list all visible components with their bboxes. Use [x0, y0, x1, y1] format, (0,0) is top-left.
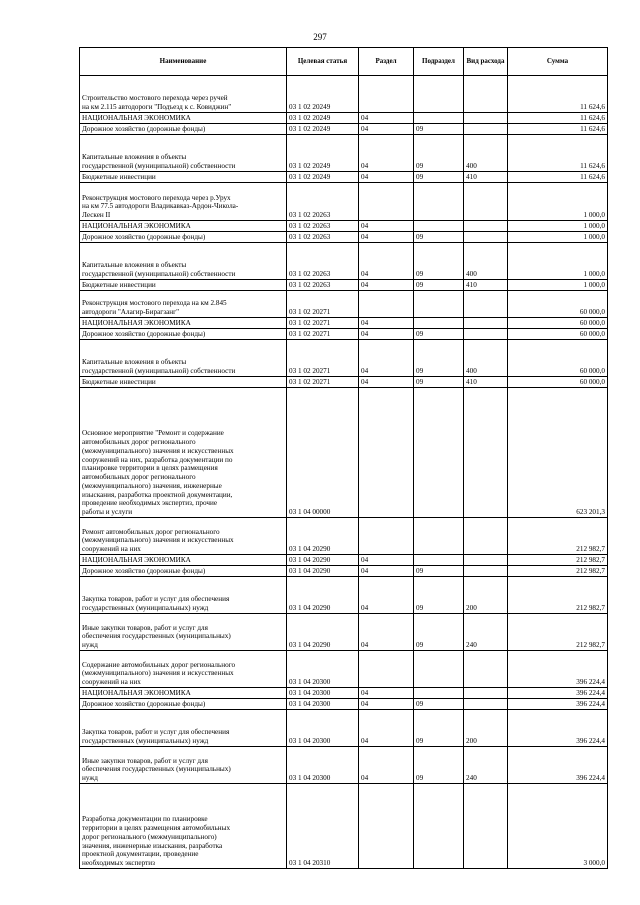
row-amount: 623 201,3: [508, 388, 608, 518]
row-section: 04: [359, 747, 414, 784]
row-subsection: 09: [414, 699, 464, 710]
table-row: [80, 566, 608, 577]
row-amount: 60 000,0: [508, 291, 608, 318]
table-row: [80, 172, 608, 183]
table-row: [80, 291, 608, 318]
row-section: 04: [359, 329, 414, 340]
row-subsection: [414, 651, 464, 688]
row-expense-type: [464, 555, 508, 566]
row-expense-type: [464, 784, 508, 869]
row-expense-type: 240: [464, 747, 508, 784]
table-row: [80, 747, 608, 784]
row-subsection: [414, 388, 464, 518]
row-code: 03 1 02 20249: [287, 124, 359, 135]
row-name: Дорожное хозяйство (дорожные фонды): [80, 699, 287, 710]
row-amount: 1 000,0: [508, 183, 608, 221]
row-name: Капитальные вложения в объекты государственной (муниципальной) собственности: [80, 135, 287, 172]
row-subsection: [414, 518, 464, 555]
row-code: 03 1 04 20290: [287, 614, 359, 651]
row-subsection: 09: [414, 566, 464, 577]
row-section: 04: [359, 614, 414, 651]
row-expense-type: [464, 699, 508, 710]
row-name: НАЦИОНАЛЬНАЯ ЭКОНОМИКА: [80, 318, 287, 329]
row-name: Дорожное хозяйство (дорожные фонды): [80, 329, 287, 340]
row-amount: 11 624,6: [508, 76, 608, 113]
row-name: Дорожное хозяйство (дорожные фонды): [80, 124, 287, 135]
row-code: 03 1 02 20249: [287, 135, 359, 172]
row-code: 03 1 02 20271: [287, 377, 359, 388]
row-subsection: 09: [414, 232, 464, 243]
row-amount: 60 000,0: [508, 318, 608, 329]
row-code: 03 1 02 20263: [287, 183, 359, 221]
row-expense-type: [464, 518, 508, 555]
budget-table: [79, 47, 608, 869]
row-code: 03 1 04 20290: [287, 518, 359, 555]
row-amount: 60 000,0: [508, 340, 608, 377]
table-header-row: [80, 48, 608, 76]
table-row: [80, 183, 608, 221]
table-row: [80, 243, 608, 280]
row-code: 03 1 04 20290: [287, 577, 359, 614]
table-row: [80, 135, 608, 172]
row-amount: 11 624,6: [508, 172, 608, 183]
row-subsection: 09: [414, 329, 464, 340]
row-subsection: 09: [414, 577, 464, 614]
header-name: Наименование: [80, 48, 287, 76]
row-name: Дорожное хозяйство (дорожные фонды): [80, 232, 287, 243]
row-section: [359, 76, 414, 113]
row-subsection: [414, 784, 464, 869]
row-subsection: [414, 113, 464, 124]
row-expense-type: 240: [464, 614, 508, 651]
row-subsection: 09: [414, 124, 464, 135]
row-subsection: 09: [414, 614, 464, 651]
row-amount: 60 000,0: [508, 377, 608, 388]
row-expense-type: [464, 76, 508, 113]
row-code: 03 1 04 20310: [287, 784, 359, 869]
row-section: 04: [359, 243, 414, 280]
row-amount: 60 000,0: [508, 329, 608, 340]
row-subsection: [414, 76, 464, 113]
row-amount: 396 224,4: [508, 688, 608, 699]
table-row: [80, 518, 608, 555]
row-subsection: 09: [414, 710, 464, 747]
row-section: 04: [359, 232, 414, 243]
row-code: 03 1 02 20271: [287, 340, 359, 377]
row-section: 04: [359, 566, 414, 577]
row-section: 04: [359, 221, 414, 232]
row-subsection: [414, 221, 464, 232]
row-name: Строительство мостового перехода через ручей на км 2.115 автодороги "Подъезд к с. Ковиджин": [80, 76, 287, 113]
row-name: Иные закупки товаров, работ и услуг для обеспечения государственных (муниципальных) нужд: [80, 614, 287, 651]
row-subsection: [414, 291, 464, 318]
row-code: 03 1 04 00000: [287, 388, 359, 518]
table-row: [80, 388, 608, 518]
row-section: 04: [359, 699, 414, 710]
row-name: Содержание автомобильных дорог регионального (межмуниципального) значения и искусственных сооружений на них: [80, 651, 287, 688]
row-name: Дорожное хозяйство (дорожные фонды): [80, 566, 287, 577]
row-name: Реконструкция мостового перехода на км 2.845 автодороги "Алагир-Бирагзанг": [80, 291, 287, 318]
row-expense-type: 400: [464, 340, 508, 377]
row-name: НАЦИОНАЛЬНАЯ ЭКОНОМИКА: [80, 688, 287, 699]
row-expense-type: 200: [464, 577, 508, 614]
row-section: [359, 518, 414, 555]
row-amount: 212 982,7: [508, 518, 608, 555]
row-amount: 396 224,4: [508, 699, 608, 710]
row-expense-type: 410: [464, 280, 508, 291]
row-amount: 1 000,0: [508, 243, 608, 280]
row-amount: 212 982,7: [508, 555, 608, 566]
header-subsection: Подраздел: [414, 48, 464, 76]
row-expense-type: [464, 113, 508, 124]
row-expense-type: [464, 183, 508, 221]
row-expense-type: [464, 388, 508, 518]
table-row: [80, 555, 608, 566]
row-subsection: 09: [414, 280, 464, 291]
row-expense-type: 200: [464, 710, 508, 747]
header-section: Раздел: [359, 48, 414, 76]
row-section: [359, 651, 414, 688]
row-amount: 212 982,7: [508, 614, 608, 651]
table-row: [80, 688, 608, 699]
row-code: 03 1 04 20300: [287, 699, 359, 710]
row-subsection: 09: [414, 340, 464, 377]
row-section: 04: [359, 688, 414, 699]
row-section: [359, 784, 414, 869]
row-subsection: 09: [414, 135, 464, 172]
row-expense-type: [464, 318, 508, 329]
row-section: 04: [359, 172, 414, 183]
row-section: [359, 291, 414, 318]
page-number: 297: [313, 32, 327, 42]
row-code: 03 1 04 20300: [287, 688, 359, 699]
table-row: [80, 232, 608, 243]
row-name: Капитальные вложения в объекты государственной (муниципальной) собственности: [80, 243, 287, 280]
table-row: [80, 280, 608, 291]
table-row: [80, 76, 608, 113]
table-row: [80, 377, 608, 388]
row-subsection: 09: [414, 377, 464, 388]
row-amount: 396 224,4: [508, 710, 608, 747]
row-expense-type: 410: [464, 172, 508, 183]
table-row: [80, 699, 608, 710]
row-amount: 1 000,0: [508, 221, 608, 232]
row-name: Капитальные вложения в объекты государственной (муниципальной) собственности: [80, 340, 287, 377]
row-subsection: 09: [414, 243, 464, 280]
row-name: Закупка товаров, работ и услуг для обеспечения государственных (муниципальных) нужд: [80, 577, 287, 614]
row-code: 03 1 02 20249: [287, 172, 359, 183]
row-subsection: 09: [414, 172, 464, 183]
row-expense-type: [464, 291, 508, 318]
row-expense-type: [464, 221, 508, 232]
header-expense-type: Вид расхода: [464, 48, 508, 76]
row-code: 03 1 02 20249: [287, 76, 359, 113]
table-row: [80, 318, 608, 329]
table-row: [80, 340, 608, 377]
row-section: 04: [359, 124, 414, 135]
row-section: [359, 388, 414, 518]
row-code: 03 1 04 20290: [287, 555, 359, 566]
row-section: 04: [359, 577, 414, 614]
row-code: 03 1 02 20263: [287, 221, 359, 232]
row-amount: 1 000,0: [508, 232, 608, 243]
table-body: [80, 76, 608, 869]
table-row: [80, 651, 608, 688]
row-amount: 396 224,4: [508, 747, 608, 784]
row-code: 03 1 04 20300: [287, 651, 359, 688]
row-subsection: [414, 555, 464, 566]
row-section: 04: [359, 113, 414, 124]
row-name: Реконструкция мостового перехода через р.Урух на км 77.5 автодороги Владикавказ-Ардон-Чикола- Лескен II: [80, 183, 287, 221]
row-subsection: 09: [414, 747, 464, 784]
row-code: 03 1 02 20271: [287, 291, 359, 318]
row-name: Основное мероприятие "Ремонт и содержание автомобильных дорог регионального (межмуниципального) значения и искусственных сооружений на них, разработка документации по планировке территории в целях размещения автомобильных дорог регионального (межмуниципального) значения, инженерные изыскания, разработка проектной документации, проведение необходимых экспертиз, прочие работы и услуги: [80, 388, 287, 518]
row-amount: 1 000,0: [508, 280, 608, 291]
row-code: 03 1 04 20300: [287, 747, 359, 784]
table-row: [80, 614, 608, 651]
row-section: 04: [359, 318, 414, 329]
row-name: Закупка товаров, работ и услуг для обеспечения государственных (муниципальных) нужд: [80, 710, 287, 747]
row-amount: 11 624,6: [508, 113, 608, 124]
table-row: [80, 124, 608, 135]
row-name: НАЦИОНАЛЬНАЯ ЭКОНОМИКА: [80, 221, 287, 232]
row-code: 03 1 04 20300: [287, 710, 359, 747]
row-section: 04: [359, 710, 414, 747]
row-amount: 3 000,0: [508, 784, 608, 869]
row-section: 04: [359, 340, 414, 377]
row-section: 04: [359, 135, 414, 172]
header-code: Целевая статья: [287, 48, 359, 76]
row-expense-type: [464, 566, 508, 577]
row-name: Бюджетные инвестиции: [80, 280, 287, 291]
row-name: НАЦИОНАЛЬНАЯ ЭКОНОМИКА: [80, 113, 287, 124]
row-subsection: [414, 183, 464, 221]
row-section: 04: [359, 280, 414, 291]
row-subsection: [414, 318, 464, 329]
table-row: [80, 784, 608, 869]
row-expense-type: [464, 232, 508, 243]
table-row: [80, 329, 608, 340]
row-code: 03 1 02 20249: [287, 113, 359, 124]
row-code: 03 1 02 20263: [287, 232, 359, 243]
row-amount: 212 982,7: [508, 566, 608, 577]
table-row: [80, 221, 608, 232]
header-amount: Сумма: [508, 48, 608, 76]
row-amount: 396 224,4: [508, 651, 608, 688]
row-amount: 11 624,6: [508, 124, 608, 135]
row-expense-type: 400: [464, 135, 508, 172]
row-expense-type: [464, 124, 508, 135]
row-name: Ремонт автомобильных дорог регионального (межмуниципального) значения и искусственных сооружений на них: [80, 518, 287, 555]
row-expense-type: [464, 329, 508, 340]
row-name: Бюджетные инвестиции: [80, 377, 287, 388]
row-section: [359, 183, 414, 221]
row-code: 03 1 02 20271: [287, 318, 359, 329]
row-code: 03 1 02 20271: [287, 329, 359, 340]
row-amount: 11 624,6: [508, 135, 608, 172]
row-expense-type: [464, 651, 508, 688]
table-row: [80, 113, 608, 124]
row-name: Бюджетные инвестиции: [80, 172, 287, 183]
row-expense-type: [464, 688, 508, 699]
row-code: 03 1 04 20290: [287, 566, 359, 577]
row-section: 04: [359, 555, 414, 566]
row-code: 03 1 02 20263: [287, 243, 359, 280]
row-expense-type: 400: [464, 243, 508, 280]
row-section: 04: [359, 377, 414, 388]
row-name: Иные закупки товаров, работ и услуг для обеспечения государственных (муниципальных) нужд: [80, 747, 287, 784]
table-row: [80, 710, 608, 747]
row-subsection: [414, 688, 464, 699]
row-name: НАЦИОНАЛЬНАЯ ЭКОНОМИКА: [80, 555, 287, 566]
row-amount: 212 982,7: [508, 577, 608, 614]
row-name: Разработка документации по планировке территории в целях размещения автомобильных дорог регионального (межмуниципального) значения, инженерные изыскания, разработка проектной документации, проведение необходимых экспертиз: [80, 784, 287, 869]
row-code: 03 1 02 20263: [287, 280, 359, 291]
row-expense-type: 410: [464, 377, 508, 388]
table-row: [80, 577, 608, 614]
